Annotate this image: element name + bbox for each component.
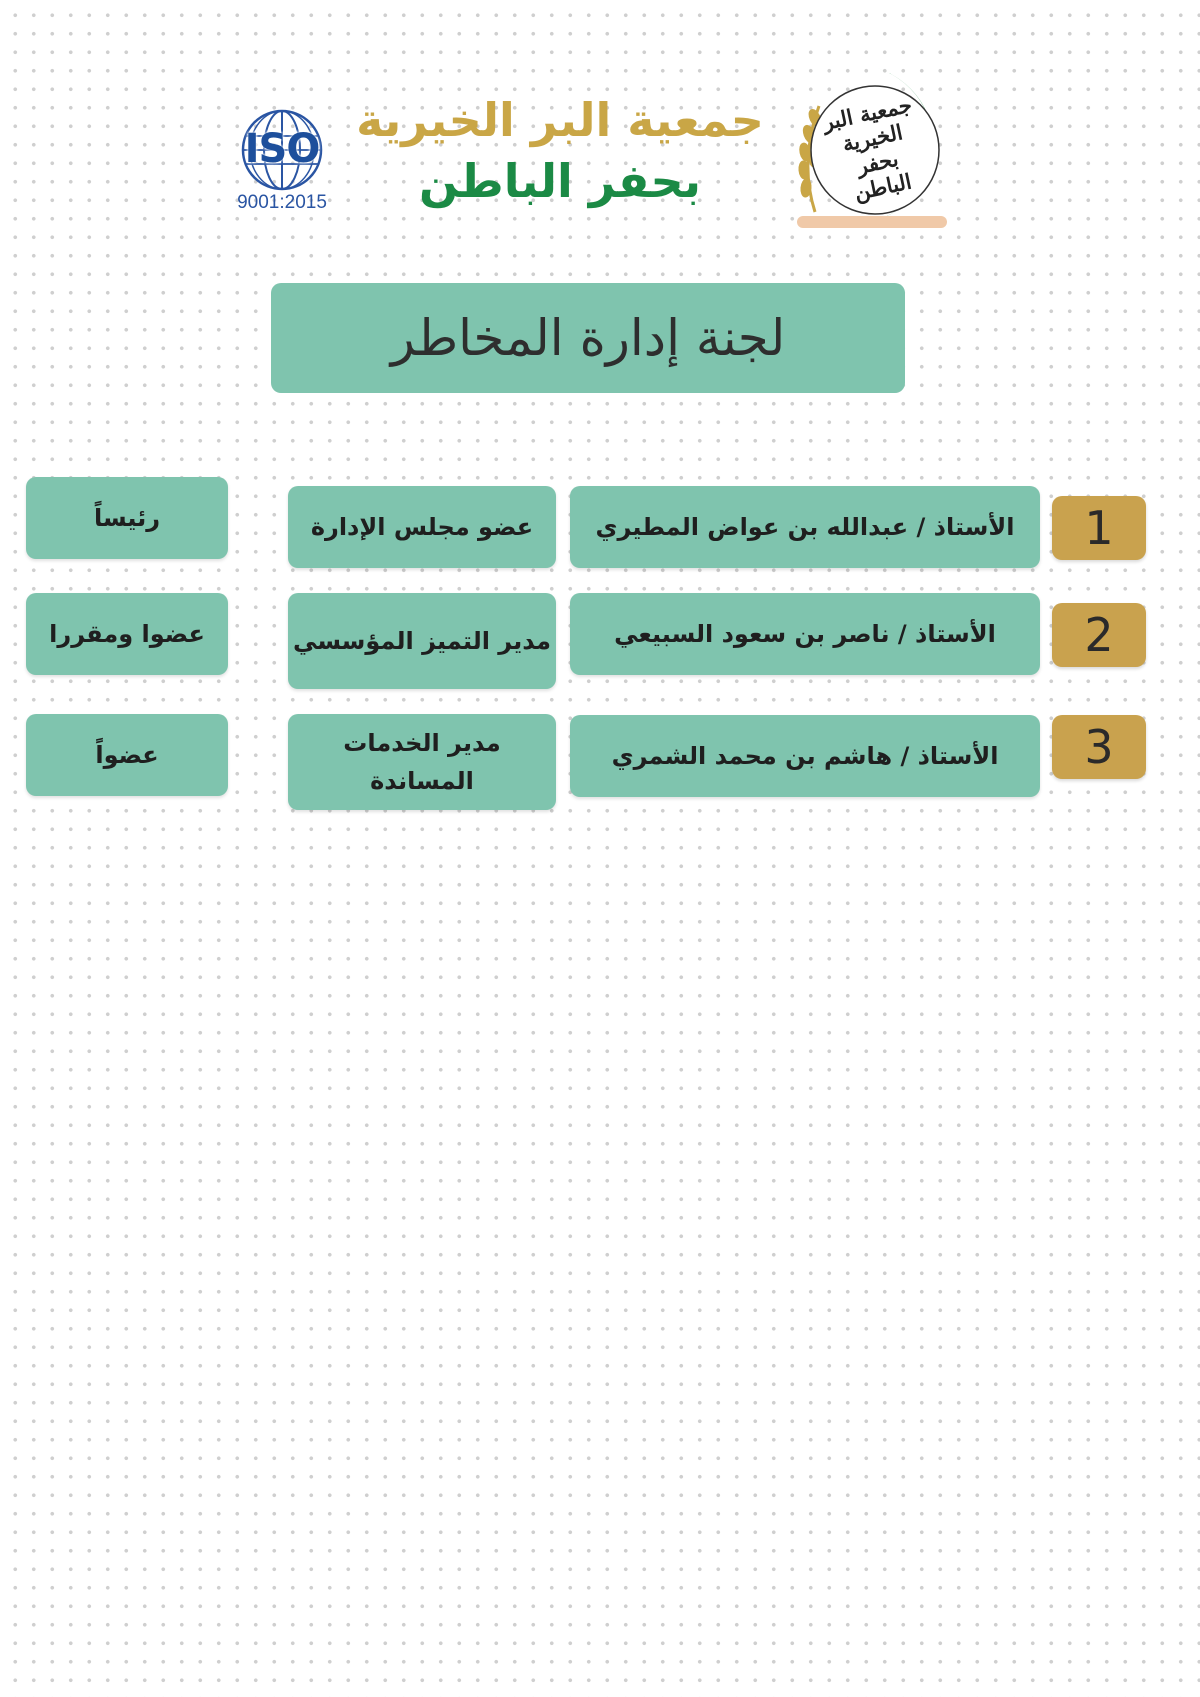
member-position: مدير التميز المؤسسي <box>288 593 556 689</box>
member-role: عضواً <box>26 714 228 796</box>
organization-name-line1: جمعية البر الخيرية <box>356 93 764 147</box>
seal-calligraphy: جمعية البر الخيرية بحفر الباطن <box>820 91 914 205</box>
member-position: عضو مجلس الإدارة <box>288 486 556 568</box>
member-name: الأستاذ / هاشم بن محمد الشمري <box>570 715 1040 797</box>
committee-title: لجنة إدارة المخاطر <box>390 309 786 367</box>
member-number: 1 <box>1052 496 1146 560</box>
organization-name <box>330 90 790 212</box>
organization-seal-logo <box>785 62 975 237</box>
iso-standard: 9001:2015 <box>237 192 327 213</box>
member-role: عضوا ومقررا <box>26 593 228 675</box>
iso-logo <box>232 108 332 216</box>
member-number: 2 <box>1052 603 1146 667</box>
iso-word: ISO <box>244 126 320 172</box>
member-role: رئيساً <box>26 477 228 559</box>
member-number: 3 <box>1052 715 1146 779</box>
member-name: الأستاذ / عبدالله بن عواض المطيري <box>570 486 1040 568</box>
page-header <box>0 0 1200 250</box>
organization-name-line2: بحفر الباطن <box>419 154 701 208</box>
member-position: مدير الخدمات المساندة <box>288 714 556 810</box>
committee-title-box <box>271 283 905 393</box>
member-name: الأستاذ / ناصر بن سعود السبيعي <box>570 593 1040 675</box>
